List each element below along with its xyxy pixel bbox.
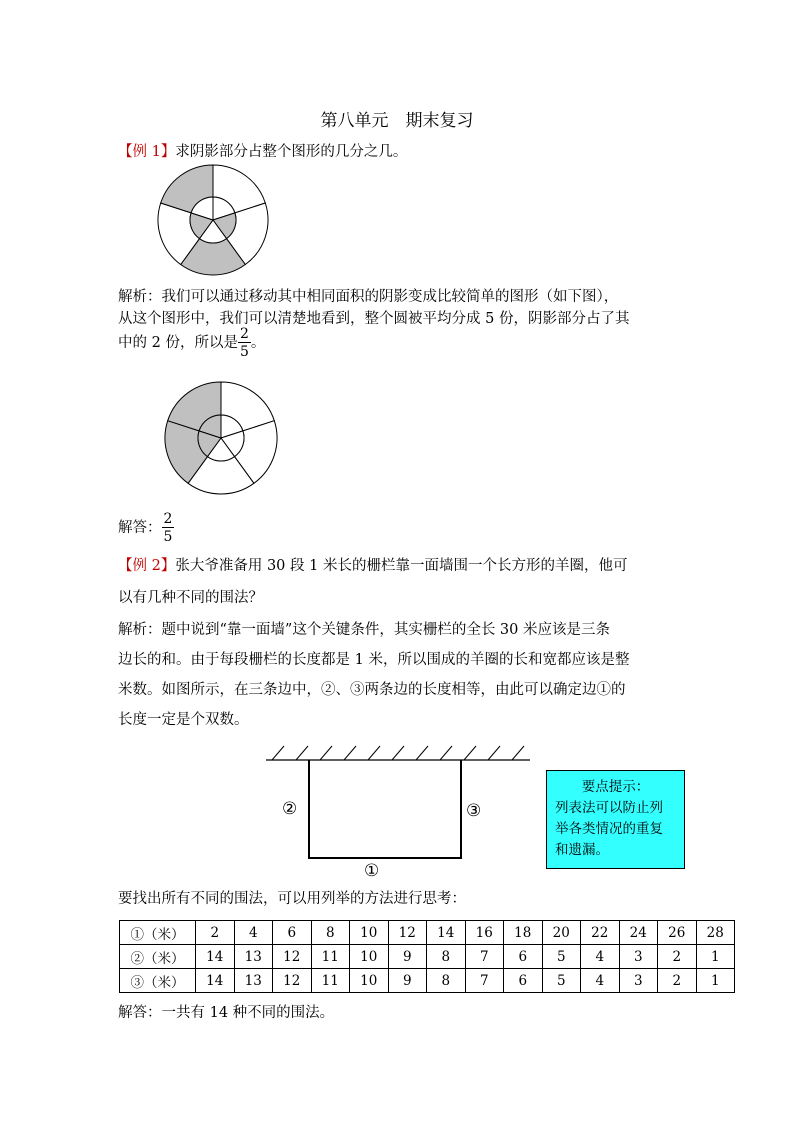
table-cell: 12: [273, 969, 312, 993]
table-cell: 7: [465, 969, 504, 993]
table-cell: 4: [581, 945, 620, 969]
example1-answer: 解答： $\frac{2}{5}$: [118, 511, 173, 545]
example2-analysis-line1: 解析：题中说到“靠一面墙”这个关键条件，其实栅栏的全长 30 米应该是三条: [118, 622, 610, 638]
tip-line-2: 举各类情况的重复: [555, 821, 663, 837]
table-cell: 14: [196, 969, 235, 993]
table-cell: 8: [427, 945, 466, 969]
table-row: [120, 969, 735, 993]
example1-analysis-line1: 解析：我们可以通过移动其中相同面积的阴影变成比较简单的图形（如下图），: [118, 289, 619, 305]
page-title: 第八单元 期末复习: [320, 111, 474, 131]
table-cell: 2: [658, 969, 697, 993]
tip-line-1: 列表法可以防止列: [555, 800, 663, 816]
example1-analysis-line3: 中的 2 份，所以是 $\frac{2}{5}$ 。: [118, 326, 266, 360]
table-cell: 22: [581, 921, 620, 945]
example2-tag: 【例 2】: [118, 558, 176, 574]
example1-figure-rearranged: [163, 380, 279, 496]
fraction-two-fifths: $\frac{2}{5}$: [239, 326, 249, 360]
table-cell: 24: [619, 921, 658, 945]
table-cell: 6: [504, 969, 543, 993]
row-label: ②（米）: [120, 945, 196, 969]
example1-figure-original: [156, 163, 270, 277]
table-cell: 26: [658, 921, 697, 945]
table-cell: 3: [619, 945, 658, 969]
example1-question: 求阴影部分占整个图形的几分之几。: [175, 144, 408, 160]
table-cell: 10: [350, 921, 389, 945]
table-cell: 10: [350, 945, 389, 969]
enumeration-table: [119, 920, 735, 993]
table-row: [120, 945, 735, 969]
table-cell: 20: [542, 921, 581, 945]
answer-fraction: $\frac{2}{5}$: [163, 511, 173, 545]
table-cell: 6: [504, 945, 543, 969]
side-label-1: ①: [364, 861, 380, 881]
table-cell: 1: [696, 945, 735, 969]
example2-question-line2: 以有几种不同的围法？: [118, 590, 263, 606]
enum-intro: 要找出所有不同的围法，可以用列举的方法进行思考：: [118, 891, 466, 907]
wall-hatching: [272, 746, 524, 760]
example1-analysis-line2: 从这个图形中，我们可以清楚地看到，整个圆被平均分成 5 份，阴影部分占了其: [118, 311, 630, 327]
table-cell: 13: [234, 945, 273, 969]
example2-analysis-line4: 长度一定是个双数。: [118, 712, 249, 728]
side-label-2: ②: [282, 799, 298, 819]
table-cell: 2: [196, 921, 235, 945]
table-row: [120, 921, 735, 945]
table-cell: 5: [542, 969, 581, 993]
example2-analysis-line2: 边长的和。由于每段栅栏的长度都是 1 米，所以围成的羊圈的长和宽都应该是整: [118, 652, 630, 668]
table-cell: 11: [311, 945, 350, 969]
key-tip-box: [546, 770, 685, 869]
pen-fence: [309, 760, 461, 858]
table-cell: 3: [619, 969, 658, 993]
row-label: ①（米）: [120, 921, 196, 945]
table-cell: 12: [388, 921, 427, 945]
tip-title: 要点提示：: [581, 779, 650, 795]
tip-line-3: 和遗漏。: [555, 842, 609, 858]
table-cell: 4: [234, 921, 273, 945]
table-cell: 14: [427, 921, 466, 945]
table-cell: 8: [427, 969, 466, 993]
example2-question-line1: 【例 2】张大爷准备用 30 段 1 米长的栅栏靠一面墙围一个长方形的羊圈，他可: [118, 558, 628, 574]
table-cell: 28: [696, 921, 735, 945]
table-cell: 6: [273, 921, 312, 945]
table-cell: 18: [504, 921, 543, 945]
table-cell: 9: [388, 969, 427, 993]
table-cell: 11: [311, 969, 350, 993]
example2-answer: 解答：一共有 14 种不同的围法。: [118, 1005, 335, 1021]
table-cell: 1: [696, 969, 735, 993]
table-cell: 12: [273, 945, 312, 969]
table-cell: 5: [542, 945, 581, 969]
example1-tag: 【例 1】: [118, 144, 176, 160]
table-cell: 2: [658, 945, 697, 969]
table-cell: 7: [465, 945, 504, 969]
side-label-3: ③: [466, 801, 482, 821]
table-cell: 14: [196, 945, 235, 969]
table-cell: 9: [388, 945, 427, 969]
table-cell: 16: [465, 921, 504, 945]
example1-question-line: [118, 140, 407, 161]
pen-diagram: [262, 742, 534, 882]
table-cell: 10: [350, 969, 389, 993]
table-cell: 4: [581, 969, 620, 993]
example2-analysis-line3: 米数。如图所示，在三条边中，②、③两条边的长度相等，由此可以确定边①的: [118, 682, 626, 698]
table-cell: 8: [311, 921, 350, 945]
table-cell: 13: [234, 969, 273, 993]
row-label: ③（米）: [120, 969, 196, 993]
